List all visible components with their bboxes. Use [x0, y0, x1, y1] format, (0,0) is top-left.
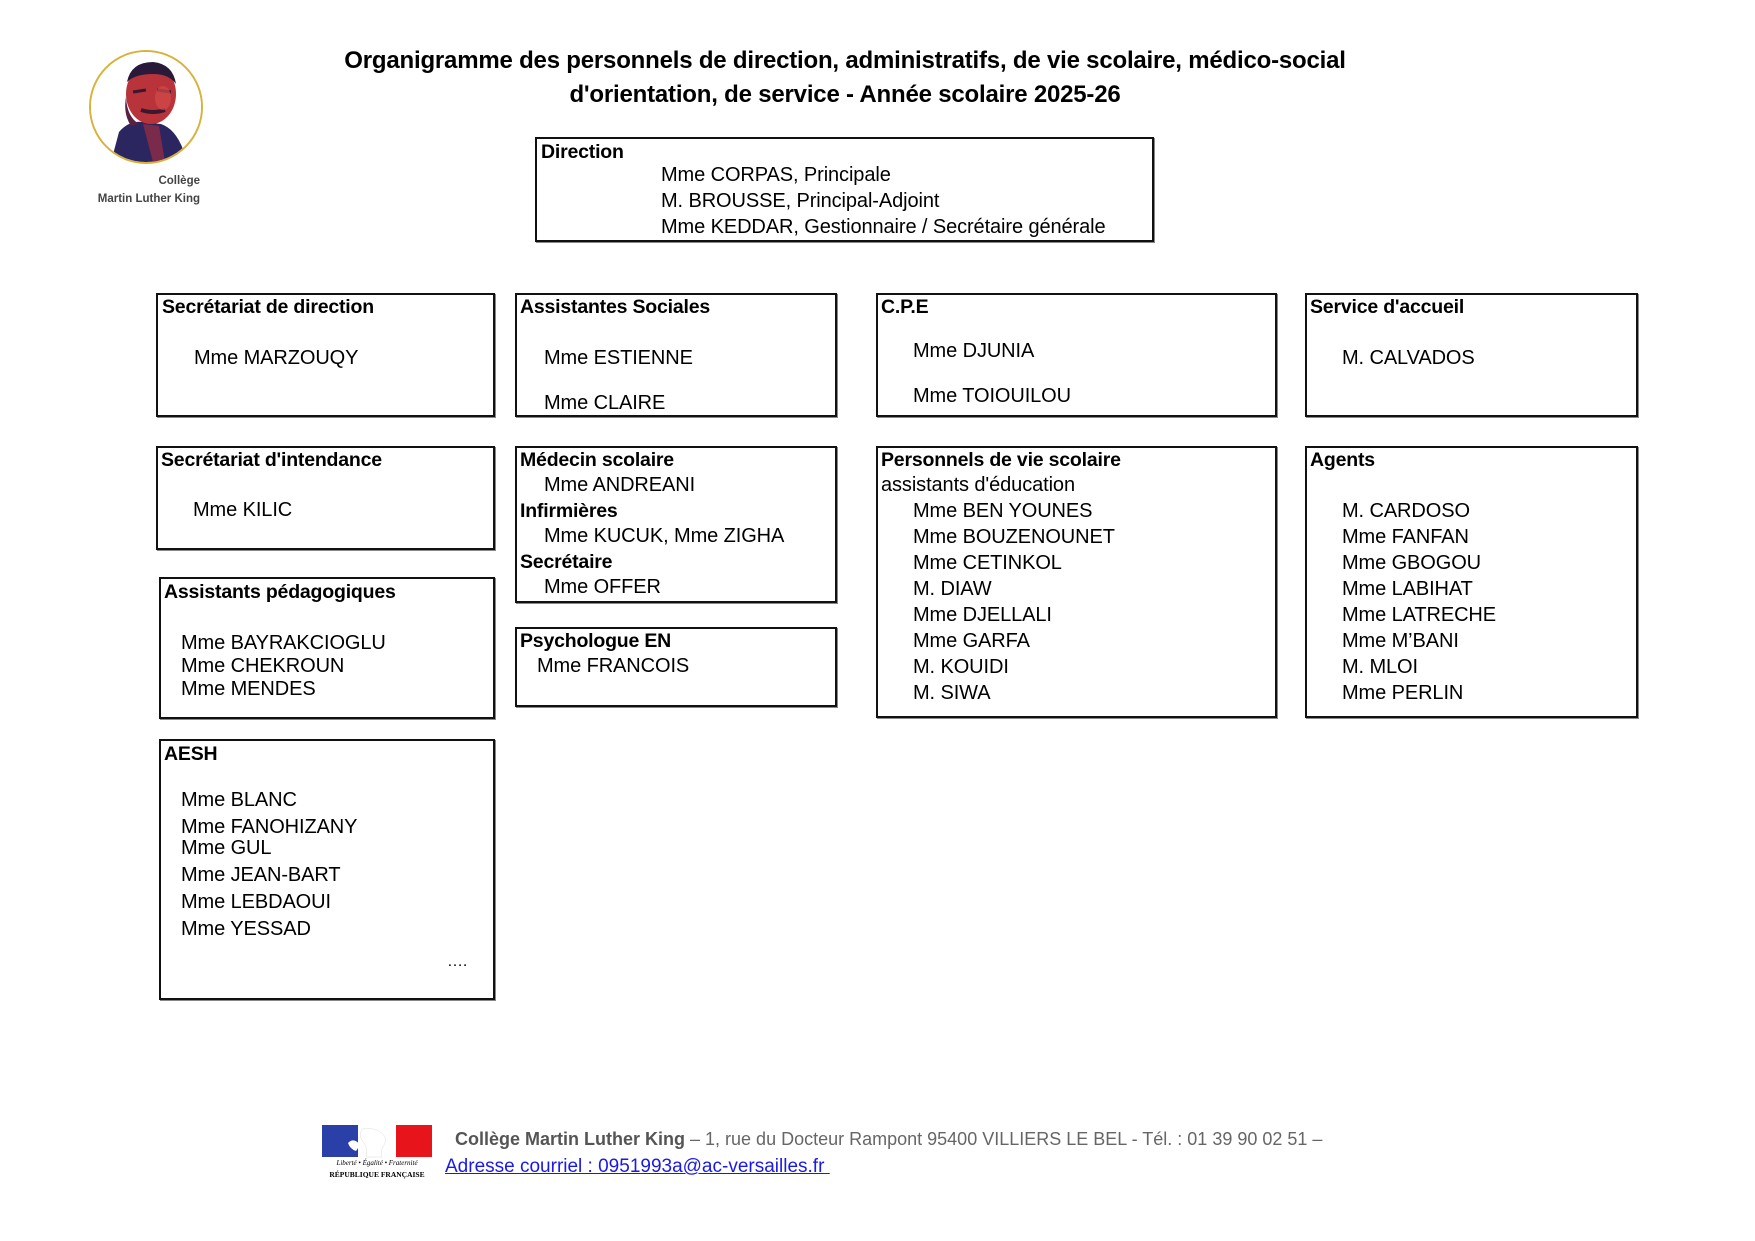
- section-member: Mme KILIC: [193, 499, 293, 521]
- section-member: Mme GARFA: [913, 630, 1030, 652]
- logo-caption-line1: Collège: [158, 175, 200, 187]
- section-title: AESH: [164, 743, 218, 765]
- section-title: Assistants pédagogiques: [164, 581, 396, 603]
- section-title: Personnels de vie scolaire: [881, 449, 1121, 471]
- section-member: M. CARDOSO: [1342, 500, 1470, 522]
- section-title: Assistantes Sociales: [520, 296, 711, 318]
- secretariat-intendance-box: [156, 446, 495, 550]
- infirmieres-member: Mme KUCUK, Mme ZIGHA: [544, 525, 785, 547]
- medecin-member: Mme ANDREANI: [544, 474, 696, 496]
- section-member: Mme M’BANI: [1342, 630, 1459, 652]
- page-title-line1: Organigramme des personnels de direction, administratifs, de vie scolaire, médico-social: [344, 47, 1346, 74]
- footer-address: – 1, rue du Docteur Rampont 95400 VILLIERS LE BEL - Tél. : 01 39 90 02 51 –: [685, 1129, 1323, 1149]
- section-member: Mme JEAN-BART: [181, 864, 341, 886]
- vie-scolaire-box: [876, 446, 1277, 718]
- direction-title: Direction: [541, 141, 624, 163]
- section-member: Mme PERLIN: [1342, 682, 1464, 704]
- section-member: M. DIAW: [913, 578, 992, 600]
- footer-email-link[interactable]: Adresse courriel : 0951993a@ac-versailles.fr: [445, 1156, 830, 1177]
- logo-name: RÉPUBLIQUE FRANÇAISE: [329, 1170, 425, 1179]
- section-member: Mme DJELLALI: [913, 604, 1052, 626]
- direction-box: [535, 137, 1154, 242]
- section-title: Agents: [1310, 449, 1375, 471]
- agents-box: [1305, 446, 1638, 718]
- section-member: Mme CLAIRE: [544, 392, 666, 414]
- section-title: C.P.E: [881, 296, 929, 318]
- secretaire-title: Secrétaire: [520, 551, 613, 573]
- section-member: Mme BLANC: [181, 789, 297, 811]
- section-title: Psychologue EN: [520, 630, 672, 652]
- section-member: M. KOUIDI: [913, 656, 1009, 678]
- footer-school-name: Collège Martin Luther King: [455, 1129, 686, 1149]
- secretariat-direction-box: [156, 293, 495, 417]
- section-member: Mme FRANCOIS: [537, 655, 690, 677]
- section-title: Secrétariat de direction: [162, 296, 374, 318]
- section-member: Mme LATRECHE: [1342, 604, 1497, 626]
- section-member: Mme CETINKOL: [913, 552, 1062, 574]
- section-member: Mme CHEKROUN: [181, 655, 345, 677]
- more-ellipsis: ….: [447, 953, 468, 970]
- section-member: Mme ESTIENNE: [544, 347, 693, 369]
- section-member: Mme YESSAD: [181, 918, 311, 940]
- section-member: Mme TOIOUILOU: [913, 385, 1071, 407]
- section-member: Mme LABIHAT: [1342, 578, 1473, 600]
- section-member: Mme BEN YOUNES: [913, 500, 1093, 522]
- aesh-box: [159, 739, 495, 1000]
- section-member: Mme BAYRAKCIOGLU: [181, 632, 386, 654]
- medico-social-box: [515, 446, 837, 603]
- assistantes-sociales-box: [515, 293, 837, 417]
- section-member: Mme MARZOUQY: [194, 347, 359, 369]
- secretaire-member: Mme OFFER: [544, 576, 661, 598]
- section-member: M. SIWA: [913, 682, 991, 704]
- footer-address-line: [455, 1129, 1322, 1150]
- section-member: Mme MENDES: [181, 678, 316, 700]
- infirmieres-title: Infirmières: [520, 500, 618, 522]
- section-member: Mme BOUZENOUNET: [913, 526, 1115, 548]
- section-member: Mme DJUNIA: [913, 340, 1035, 362]
- section-member: Mme GUL: [181, 837, 272, 859]
- logo-caption-line2: Martin Luther King: [97, 193, 200, 205]
- page-title-line2: d'orientation, de service - Année scolaire 2025-26: [569, 81, 1121, 108]
- cpe-box: [876, 293, 1277, 417]
- section-title: Service d'accueil: [1310, 296, 1465, 318]
- psychologue-box: [515, 627, 837, 707]
- section-subtitle: assistants d'éducation: [881, 474, 1075, 496]
- direction-member: Mme CORPAS, Principale: [661, 164, 891, 186]
- section-member: Mme GBOGOU: [1342, 552, 1482, 574]
- section-title: Secrétariat d'intendance: [161, 449, 382, 471]
- service-accueil-box: [1305, 293, 1638, 417]
- section-member: Mme FANFAN: [1342, 526, 1469, 548]
- section-member: Mme LEBDAOUI: [181, 891, 331, 913]
- section-member: M. MLOI: [1342, 656, 1418, 678]
- marianne-republique-francaise-icon: [322, 1125, 432, 1183]
- direction-member: M. BROUSSE, Principal-Adjoint: [661, 190, 940, 212]
- assistants-pedagogiques-box: [159, 577, 495, 719]
- direction-member: Mme KEDDAR, Gestionnaire / Secrétaire générale: [661, 216, 1106, 238]
- medecin-title: Médecin scolaire: [520, 449, 674, 471]
- section-member: M. CALVADOS: [1342, 347, 1475, 369]
- logo-motto: Liberté • Égalité • Fraternité: [336, 1159, 418, 1167]
- section-member: Mme FANOHIZANY: [181, 816, 358, 838]
